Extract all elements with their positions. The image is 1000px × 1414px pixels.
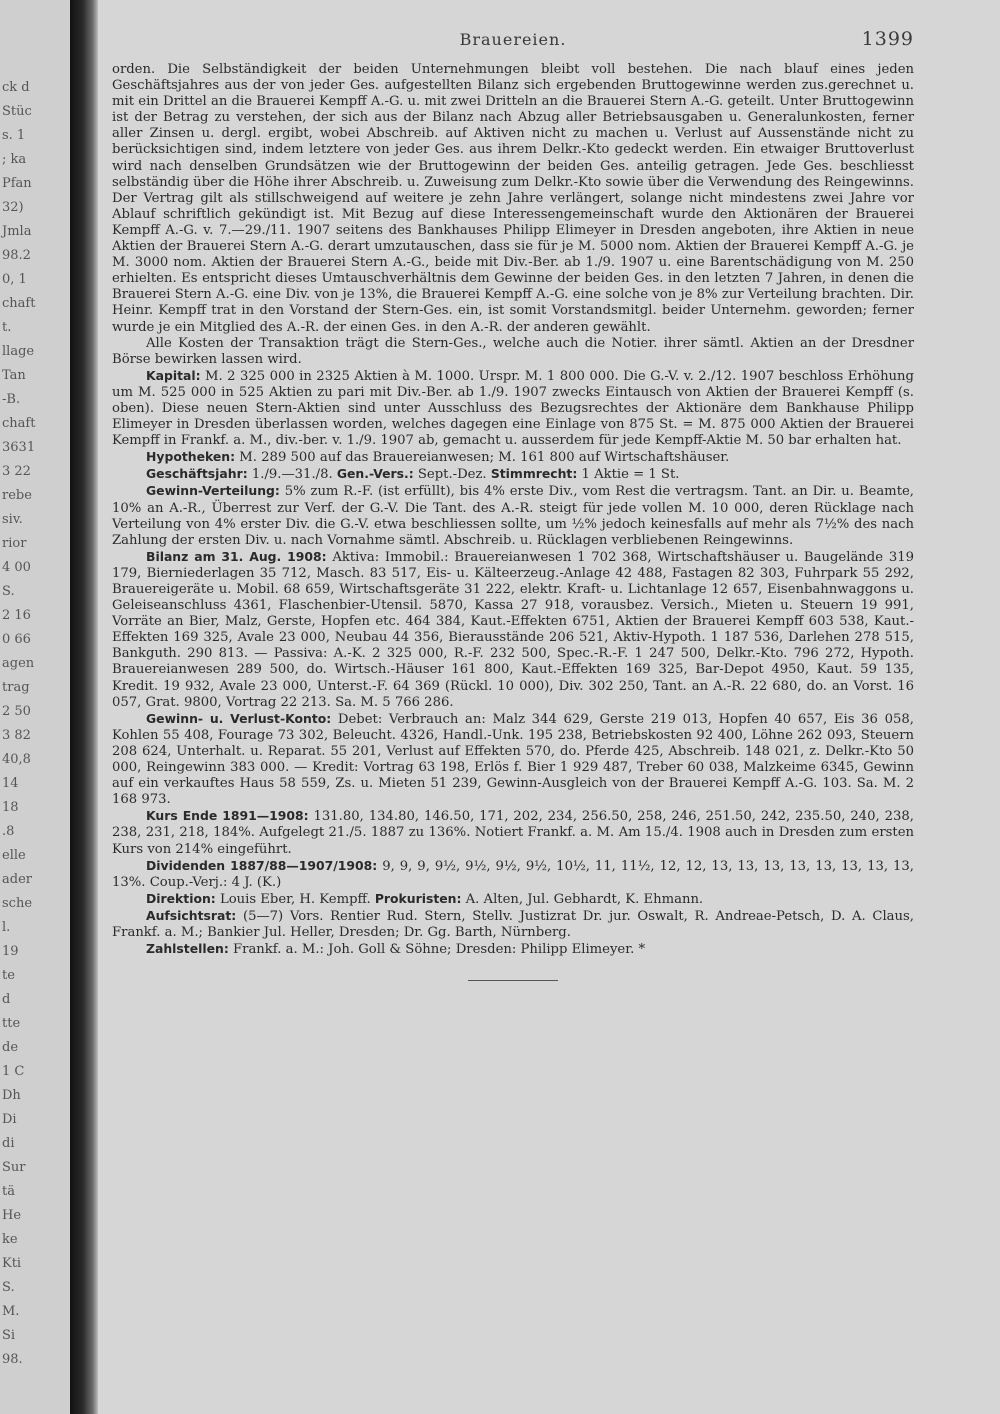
gutter-text-fragment: s. 1 — [2, 128, 26, 143]
gutter-text-fragment: 18 — [2, 800, 19, 815]
gutter-text-fragment: 19 — [2, 944, 19, 959]
section-label: Hypotheken: — [146, 449, 236, 465]
paragraph-text: Louis Eber, H. Kempff. — [215, 891, 375, 907]
gutter-text-fragment: Dh — [2, 1088, 21, 1103]
gutter-text-fragment: 2 16 — [2, 608, 31, 623]
section-label: Dividenden 1887/88—1907/1908: — [146, 857, 378, 873]
section-label: Bilanz am 31. Aug. 1908: — [146, 548, 327, 564]
gutter-text-fragment: 40,8 — [2, 752, 31, 767]
paragraph — [112, 466, 914, 483]
gutter-text-fragment: 0, 1 — [2, 272, 27, 287]
gutter-text-fragment: 2 50 — [2, 704, 31, 719]
paragraph — [112, 368, 914, 449]
gutter-text-fragment: Stüc — [2, 104, 32, 119]
gutter-text-fragment: elle — [2, 848, 26, 863]
gutter-text-fragment: l. — [2, 920, 11, 935]
gutter-text-fragment: Jmla — [2, 224, 32, 239]
paragraph-text: orden. Die Selbständigkeit der beiden Unternehmungen bleibt voll bestehen. Die nach blauf eines jeden Geschäftsjahres aus der von jeder Ges. aufgestellten Bilanz sich ergebenden Bruttogewinne werden zus.gerechnet u. mit ein Drittel an die Brauerei Kempff A.-G. u. mit zwei Dritteln an die Brauerei Stern A.-G. geteilt. Unter Bruttogewinn ist der Betrag zu verstehen, der sich aus der Bilanz nach Abzug aller Betriebsausgaben u. Generalunkosten, ferner aller Zinsen u. dergl. ergibt, wobei Abschreib. auf Aktiven nicht zu machen u. Verlust auf Aussenstände nicht zu berücksichtigen sind, indem letztere von jeder Ges. aus ihrem Delkr.-Kto gedeckt werden. Ein etwaiger Bruttoverlust wird nach denselben Grundsätzen wie der Bruttogewinn der beiden Ges. anteilig getragen. Jede Ges. beschliesst selbständig über die Höhe ihrer Abschreib. u. Zuweisung zum Delkr.-Kto sowie über die Verwendung des Reingewinns. Der Vertrag gilt als stillschweigend auf weitere je zehn Jahre verlängert, solange nicht mindestens zwei Jahre vor Ablauf schriftlich gekündigt ist. Mit Bezug auf diese Interessengemeinschaft wurde den Aktionären der Brauerei Kempff A.-G. v. 7.—29./11. 1907 seitens des Bankhauses Philipp Elimeyer in Dresden angeboten, ihre Aktien in neue Aktien der Brauerei Stern A.-G. derart umzutauschen, dass sie für je M. 5000 nom. Aktien der Brauerei Kempff A.-G. je M. 3000 nom. Aktien der Brauerei Stern A.-G., beide mit Div.-Ber. ab 1./9. 1907 u. eine Barentschädigung von M. 250 erhielten. Es entspricht dieses Umtauschverhältnis dem Gewinne der beiden Ges. in den letzten 7 Jahren, in denen die Brauerei Stern A.-G. eine Div. von je 13%, die Brauerei Kempff A.-G. eine solche von je 8% zur Verteilung brachten. Dir. Heinr. Kempff trat in den Vorstand der Stern-Ges. ein, ist somit Vorstandsmitgl. beider Unternehm. geworden; ferner wurde je ein Mitglied des A.-R. der einen Ges. in den A.-R. der anderen gewählt. — [112, 62, 914, 335]
section-label: Aufsichtsrat: — [146, 907, 237, 923]
gutter-text-fragment: M. — [2, 1304, 20, 1319]
gutter-text-fragment: Si — [2, 1328, 16, 1343]
gutter-text-fragment: de — [2, 1040, 19, 1055]
gutter-text-fragment: tte — [2, 1016, 21, 1031]
gutter-text-fragment: trag — [2, 680, 30, 695]
body-text — [112, 62, 914, 958]
paragraph-text: M. 2 325 000 in 2325 Aktien à M. 1000. Urspr. M. 1 800 000. Die G.-V. v. 2./12. 1907 beschloss Erhöhung um M. 525 000 in 525 Aktien zu pari mit Div.-Ber. ab 1./9. 1907 zwecks Eintausch von Aktien der Brauerei Kempff (s. oben). Diese neuen Stern-Aktien sind unter Ausschluss des Bezugsrechtes der Aktionäre dem Bankhause Philipp Elimeyer in Dresden überlassen worden, welches dagegen eine Einlage von 875 St. = M. 875 000 Aktien der Brauerei Kempff in Frankf. a. M., div.-ber. v. 1./9. 1907 ab, gemacht u. ausserdem für jede Kempff-Aktie M. 50 bar erhalten hat. — [112, 368, 914, 449]
paragraph-text: M. 289 500 auf das Brauereianwesen; M. 161 800 auf Wirtschaftshäuser. — [235, 450, 730, 466]
paragraph-text: 1 Aktie = 1 St. — [577, 467, 680, 483]
gutter-text-fragment: S. — [2, 1280, 15, 1295]
gutter-text-fragment: 1 C — [2, 1064, 25, 1079]
gutter-text-fragment: -B. — [2, 392, 21, 407]
section-label: Zahlstellen: — [146, 941, 229, 957]
page-header — [112, 24, 914, 62]
gutter-text-fragment: ; ka — [2, 152, 27, 167]
paragraph — [112, 336, 914, 368]
paragraph-text: Alle Kosten der Transaktion trägt die Stern-Ges., welche auch die Notier. ihrer sämtl. Aktien an der Dresdner Börse bewirken lassen wird. — [112, 335, 914, 367]
running-title: Brauereien. — [459, 30, 567, 49]
document-page — [112, 24, 914, 1384]
section-label: Gewinn-Verteilung: — [146, 483, 280, 499]
gutter-text-fragment: 3631 — [2, 440, 36, 455]
gutter-text-fragment: d — [2, 992, 11, 1007]
gutter-text-fragment: siv. — [2, 512, 23, 527]
paragraph-text: A. Alten, Jul. Gebhardt, K. Ehmann. — [461, 891, 704, 907]
paragraph — [112, 941, 914, 958]
section-label: Direktion: — [146, 890, 216, 906]
section-label: Prokuristen: — [374, 890, 462, 906]
gutter-text-fragment: 3 22 — [2, 464, 31, 479]
section-label: Gen.-Vers.: — [336, 466, 414, 482]
gutter-text-fragment: ck d — [2, 80, 30, 95]
gutter-text-fragment: 4 00 — [2, 560, 31, 575]
gutter-text-fragment: 98.2 — [2, 248, 31, 263]
page-number: 1399 — [861, 28, 914, 50]
gutter-text-fragment: ke — [2, 1232, 18, 1247]
gutter-text-fragment: Pfan — [2, 176, 32, 191]
paragraph-text: 131.80, 134.80, 146.50, 171, 202, 234, 256.50, 258, 246, 251.50, 242, 235.50, 240, 238, 238, 231, 218, 184%. Aufgelegt 21./5. 1887 zu 136%. Notiert Frankf. a. M. Am 15./4. 1908 auch in Dresden zum ersten Kurs von 214% eingeführt. — [112, 809, 914, 857]
gutter-text-fragment: S. — [2, 584, 15, 599]
paragraph-text: (5—7) Vors. Rentier Rud. Stern, Stellv. Justizrat Dr. jur. Oswalt, R. Andreae-Petsch, D. A. Claus, Frankf. a. M.; Bankier Jul. Heller, Dresden; Dr. Gg. Barth, Nürnberg. — [112, 908, 914, 940]
gutter-text-fragment: llage — [2, 344, 35, 359]
paragraph — [112, 483, 914, 548]
gutter-text-fragment: Kti — [2, 1256, 22, 1271]
paragraph-text: Debet: Verbrauch an: Malz 344 629, Gerste 219 013, Hopfen 40 657, Eis 36 058, Kohlen 55 408, Fourage 73 302, Beleucht. 4326, Handl.-Unk. 195 238, Betriebskosten 92 400, Löhne 262 093, Steuern 208 624, Unterhalt. u. Reparat. 55 201, Verlust auf Effekten 570, do. Pferde 425, Abschreib. 148 021, z. Delkr.-Kto 50 000, Reingewinn 383 000. — Kredit: Vortrag 63 198, Erlös f. Bier 1 929 487, Treber 60 038, Malzkeime 6345, Gewinn auf ein verkauftes Haus 58 559, Zs. u. Mieten 51 239, Gewinn-Ausgleich von der Brauerei Kempff A.-G. 103. Sa. M. 2 168 973. — [112, 711, 914, 808]
gutter-text-fragment: t. — [2, 320, 12, 335]
section-label: Gewinn- u. Verlust-Konto: — [146, 710, 332, 726]
gutter-text-fragment: tä — [2, 1184, 15, 1199]
section-label: Geschäftsjahr: — [146, 466, 248, 482]
paragraph — [112, 858, 914, 891]
gutter-text-fragment: 14 — [2, 776, 19, 791]
paragraph — [112, 891, 914, 908]
paragraph — [112, 908, 914, 941]
paragraph-text: 9, 9, 9, 9½, 9½, 9½, 9½, 10½, 11, 11½, 12, 12, 13, 13, 13, 13, 13, 13, 13, 13, 13%. Coup.-Verj.: 4 J. (K.) — [112, 858, 914, 890]
gutter-text-fragment: 32) — [2, 200, 24, 215]
paragraph — [112, 808, 914, 857]
gutter-text-fragment: rior — [2, 536, 27, 551]
paragraph-text: Frankf. a. M.: Joh. Goll & Söhne; Dresden: Philipp Elimeyer. — [228, 942, 635, 958]
book-spine-shadow — [70, 0, 98, 1414]
paragraph — [112, 549, 914, 711]
gutter-text-fragment: .8 — [2, 824, 15, 839]
paragraph-text: 5% zum R.-F. (ist erfüllt), bis 4% erste Div., vom Rest die vertragsm. Tant. an Dir. u. Beamte, 10% an A.-R., Überrest zur Verf. der G.-V. Die Tant. des A.-R. steigt für jede vollen M. 10 000, deren Rücklage nach Verteilung von 4% erster Div. die G.-V. etwa beschliessen sollte, um ½% jedoch keinesfalls auf mehr als 7½% des nach Zahlung der ersten Div. u. nach Vornahme sämtl. Abschreib. u. Rücklagen verbliebenen Reingewinns. — [112, 484, 914, 548]
section-label: Kurs Ende 1891—1908: — [146, 808, 309, 824]
gutter-text-fragment: di — [2, 1136, 15, 1151]
gutter-text-fragment: 98. — [2, 1352, 23, 1367]
gutter-text-fragment: sche — [2, 896, 33, 911]
gutter-text-fragment: chaft — [2, 296, 36, 311]
paragraph — [112, 449, 914, 466]
gutter-text-fragment: Di — [2, 1112, 17, 1127]
footer-rule — [468, 980, 558, 981]
paragraph-text: Aktiva: Immobil.: Brauereianwesen 1 702 368, Wirtschaftshäuser u. Baugelände 319 179, Bierniederlagen 35 712, Masch. 83 517, Eis- u. Kälteerzeug.-Anlage 42 488, Fastagen 82 303, Fuhrpark 55 292, Brauereigeräte u. Mobil. 68 659, Wirtschaftsgeräte 31 222, elektr. Kraft- u. Lichtanlage 12 657, Eisenbahnwaggons u. Geleiseanschluss 4361, Flaschenbier-Utensil. 5870, Kassa 27 918, vorausbez. Versich., Mieten u. Steuern 19 991, Vorräte an Bier, Malz, Gerste, Hopfen etc. 464 384, Kaut.-Effekten 6751, Aktien der Brauerei Kempff 603 538, Kaut.-Effekten 169 325, Avale 23 000, Neubau 44 356, Bierausstände 206 521, Aktiv-Hypoth. 1 187 536, Darlehen 278 515, Bankguth. 290 813. — Passiva: A.-K. 2 325 000, R.-F. 232 500, Spec.-R.-F. 1 247 500, Delkr.-Kto. 796 272, Hypoth. Brauereianwesen 289 500, do. Wirtsch.-Häuser 161 800, Kaut.-Effekten 169 325, Bar-Depot 4950, Kaut. 59 135, Kredit. 19 932, Avale 23 000, Unterst.-F. 64 369 (Rückl. 10 000), Div. 302 250, Tant. an A.-R. 22 680, do. an Vorst. 16 057, Grat. 9800, Vortrag 22 213. Sa. M. 5 766 286. — [112, 549, 914, 710]
gutter-text-fragment: agen — [2, 656, 35, 671]
section-label: Stimmrecht: — [490, 466, 578, 482]
gutter-text-fragment: Tan — [2, 368, 26, 383]
gutter-text-fragment: ader — [2, 872, 32, 887]
paragraph — [112, 62, 914, 336]
paragraph — [112, 711, 914, 809]
footnote-mark: * — [634, 942, 646, 958]
paragraph-text: 1./9.—31./8. — [247, 467, 337, 483]
paragraph-text: Sept.-Dez. — [413, 467, 491, 483]
adjacent-page-gutter — [0, 0, 70, 1414]
gutter-text-fragment: te — [2, 968, 15, 983]
gutter-text-fragment: chaft — [2, 416, 36, 431]
section-label: Kapital: — [146, 367, 201, 383]
gutter-text-fragment: Sur — [2, 1160, 26, 1175]
gutter-text-fragment: He — [2, 1208, 22, 1223]
gutter-text-fragment: 3 82 — [2, 728, 31, 743]
gutter-text-fragment: rebe — [2, 488, 32, 503]
gutter-text-fragment: 0 66 — [2, 632, 31, 647]
